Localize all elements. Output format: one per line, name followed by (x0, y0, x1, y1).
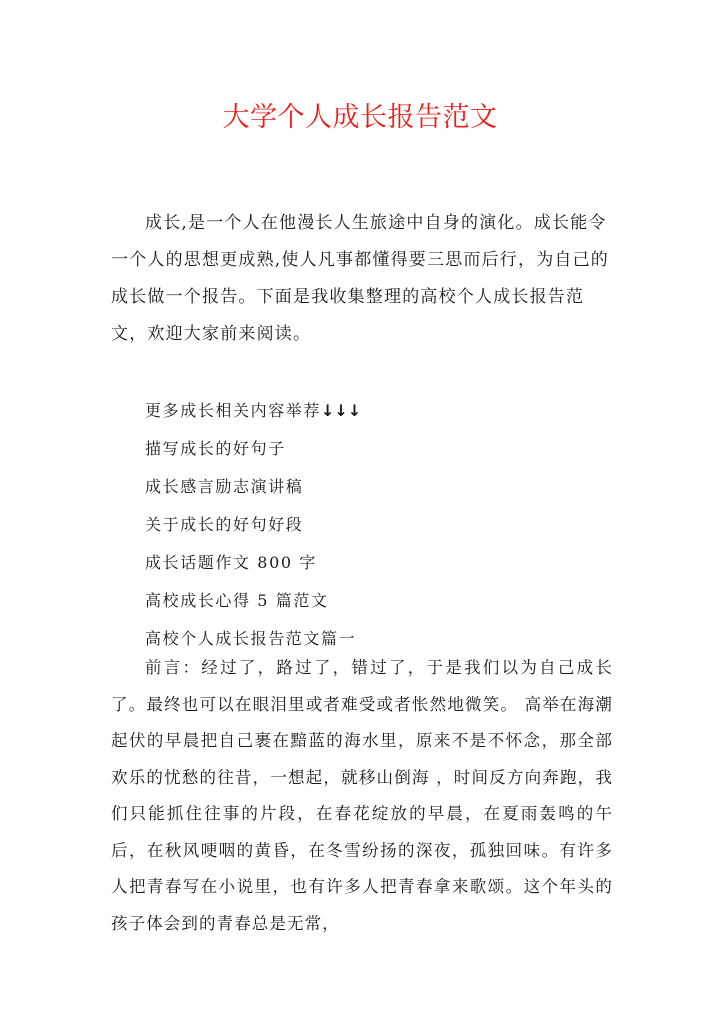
down-arrows-icon: ↓↓↓ (321, 401, 362, 420)
intro-paragraph: 成长,是一个人在他漫长人生旅途中自身的演化。成长能令一个人的思想更成熟,使人凡事都懂得要三思而后行，为自己的成长做一个报告。下面是我收集整理的高校个人成长报告范文，欢迎大家前来阅读。 (111, 213, 610, 344)
document-title: 大学个人成长报告范文 (222, 102, 498, 133)
related-link-essay-800[interactable]: 成长话题作文 800 字 (145, 553, 317, 572)
related-link-good-sentences[interactable]: 描写成长的好句子 (145, 439, 286, 458)
related-link-good-paragraphs[interactable]: 关于成长的好句好段 (145, 515, 304, 534)
related-link-reflections[interactable]: 高校成长心得 5 篇范文 (145, 591, 329, 610)
related-link-speech[interactable]: 成长感言励志演讲稿 (145, 477, 304, 496)
related-links-header (145, 392, 625, 430)
body-paragraph: 前言：经过了，路过了，错过了，于是我们以为自己成长了。最终也可以在眼泪里或者难受或者怅然地微笑。 高举在海潮起伏的早晨把自己裹在黯蓝的海水里，原来不是不怀念，那全部欢乐的忧愁的往昔，一想起，就移山倒海 ，时间反方向奔跑，我们只能抓住往事的片段，在春花绽放的早晨，在夏雨轰鸣的午后，在秋风哽咽的黄昏，在冬雪纷扬的深夜，孤独回味。有许多人把青春写在小说里，也有许多人把青春拿来歌颂。这个年头的孩子体会到的青春总是无常， (111, 658, 613, 933)
related-links-list (145, 392, 625, 658)
related-links-header-text: 更多成长相关内容举荐 (145, 401, 322, 420)
section-heading: 高校个人成长报告范文篇一 (145, 629, 357, 648)
